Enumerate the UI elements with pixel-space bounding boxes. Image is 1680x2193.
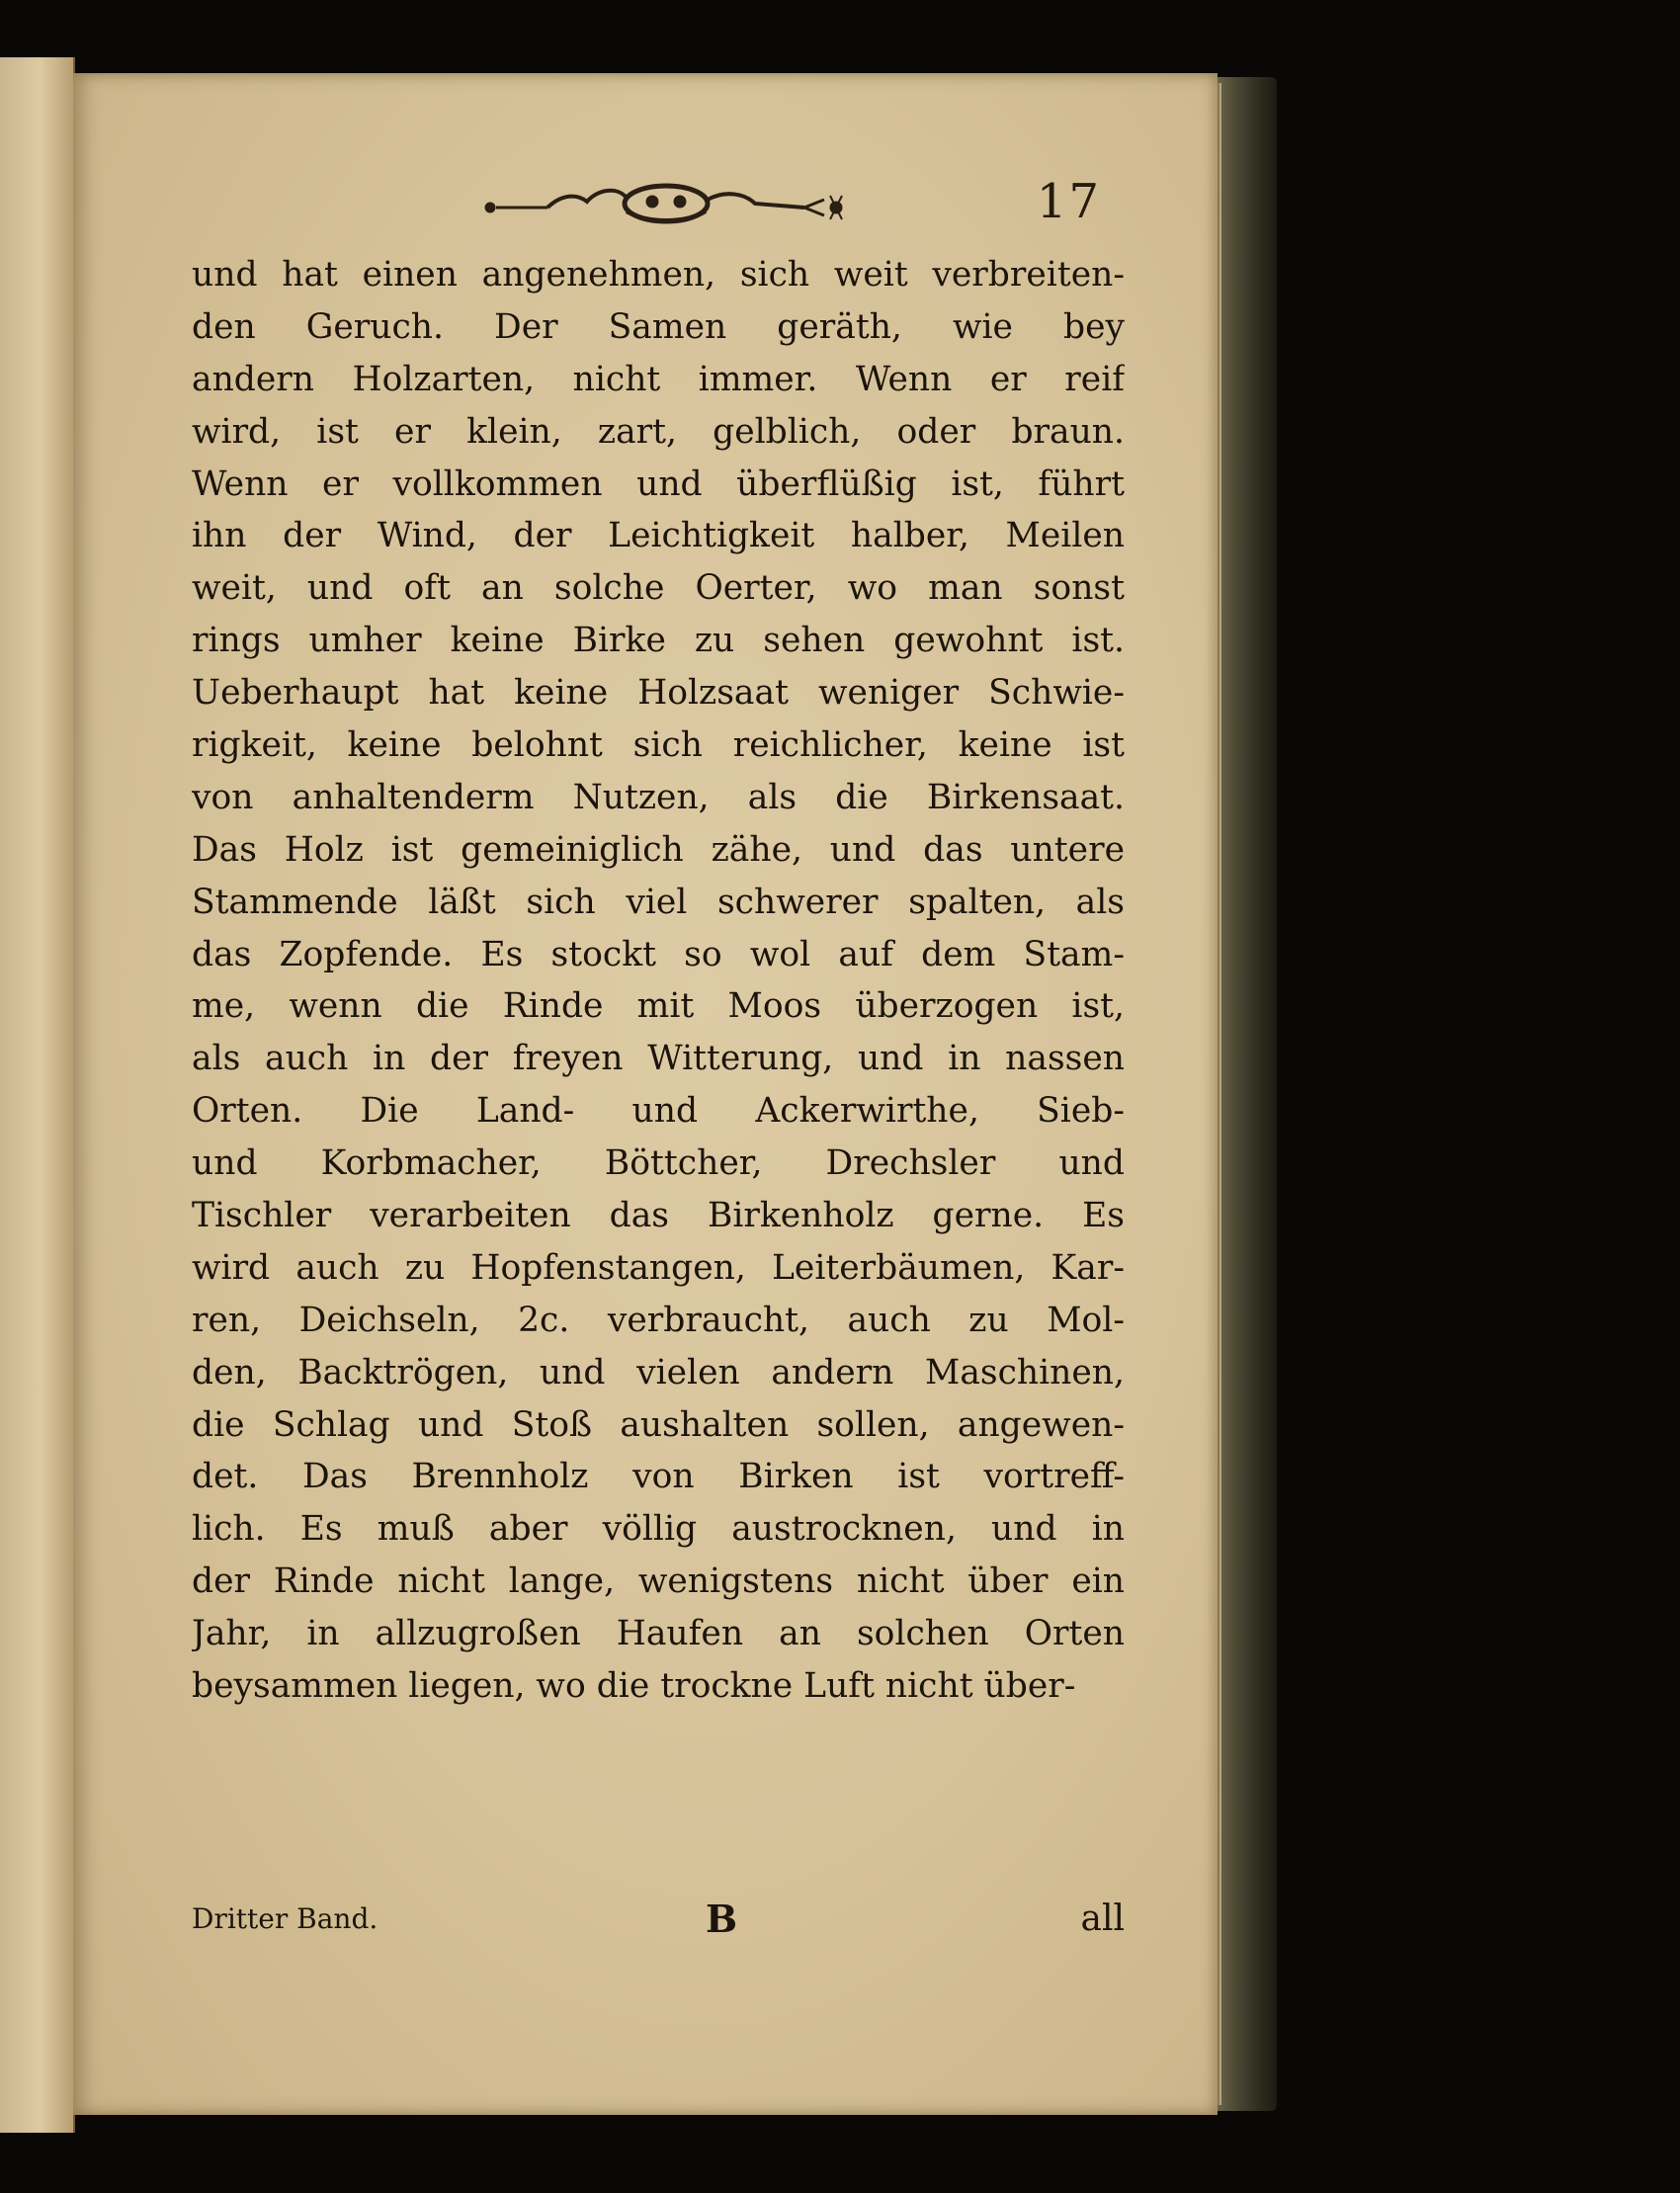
ornament-vignette: [478, 172, 854, 229]
volume-title: Dritter Band.: [192, 1902, 378, 1935]
text-line: Ueberhaupt hat keine Holzsaat weniger Schwie-: [192, 673, 1125, 714]
book-page: [73, 73, 1218, 2115]
text-line: und hat einen angenehmen, sich weit verbreiten-: [192, 255, 1125, 295]
previous-page-edge: [0, 57, 75, 2133]
page-number: 17: [1036, 174, 1101, 229]
text-line: weit, und oft an solche Oerter, wo man sonst: [192, 568, 1125, 609]
text-line: den Geruch. Der Samen geräth, wie bey: [192, 306, 1125, 347]
text-line: Jahr, in allzugroßen Haufen an solchen Orten: [192, 1614, 1125, 1654]
catchword: all: [1080, 1898, 1125, 1939]
text-line: Das Holz ist gemeiniglich zähe, und das untere: [192, 829, 1125, 870]
text-line: den, Backtrögen, und vielen andern Maschinen,: [192, 1352, 1125, 1392]
text-line: von anhaltenderm Nutzen, als die Birkensaat.: [192, 777, 1125, 817]
text-line: Tischler verarbeiten das Birkenholz gerne. Es: [192, 1196, 1125, 1236]
text-line: die Schlag und Stoß aushalten sollen, angewen-: [192, 1404, 1125, 1445]
text-line: ren, Deichseln, 2c. verbraucht, auch zu Mol-: [192, 1300, 1125, 1340]
text-line: det. Das Brennholz von Birken ist vortreff-: [192, 1457, 1125, 1497]
book-spine-edge: [1218, 77, 1277, 2111]
text-line: Wenn er vollkommen und überflüßig ist, führt: [192, 464, 1125, 504]
page-footer: [192, 1890, 1125, 1949]
body-text: [192, 249, 1125, 1713]
text-line: der Rinde nicht lange, wenigstens nicht über ein: [192, 1561, 1125, 1602]
text-line: wird, ist er klein, zart, gelblich, oder braun.: [192, 411, 1125, 452]
text-line: als auch in der freyen Witterung, und in nassen: [192, 1039, 1125, 1079]
text-line: rigkeit, keine belohnt sich reichlicher, keine ist: [192, 725, 1125, 766]
text-line: andern Holzarten, nicht immer. Wenn er reif: [192, 359, 1125, 399]
signature-mark: B: [706, 1897, 738, 1941]
text-line: wird auch zu Hopfenstangen, Leiterbäumen, Kar-: [192, 1247, 1125, 1288]
text-line: Stammende läßt sich viel schwerer spalten, als: [192, 882, 1125, 922]
text-line: das Zopfende. Es stockt so wol auf dem Stam-: [192, 934, 1125, 974]
text-line: Orten. Die Land- und Ackerwirthe, Sieb-: [192, 1091, 1125, 1132]
text-line: me, wenn die Rinde mit Moos überzogen ist,: [192, 986, 1125, 1027]
text-line: beysammen liegen, wo die trockne Luft nicht über-: [192, 1666, 1076, 1707]
text-line: rings umher keine Birke zu sehen gewohnt ist.: [192, 621, 1125, 661]
text-line: lich. Es muß aber völlig austrocknen, und in: [192, 1509, 1125, 1550]
text-line: ihn der Wind, der Leichtigkeit halber, Meilen: [192, 516, 1125, 556]
text-line: und Korbmacher, Böttcher, Drechsler und: [192, 1143, 1125, 1184]
